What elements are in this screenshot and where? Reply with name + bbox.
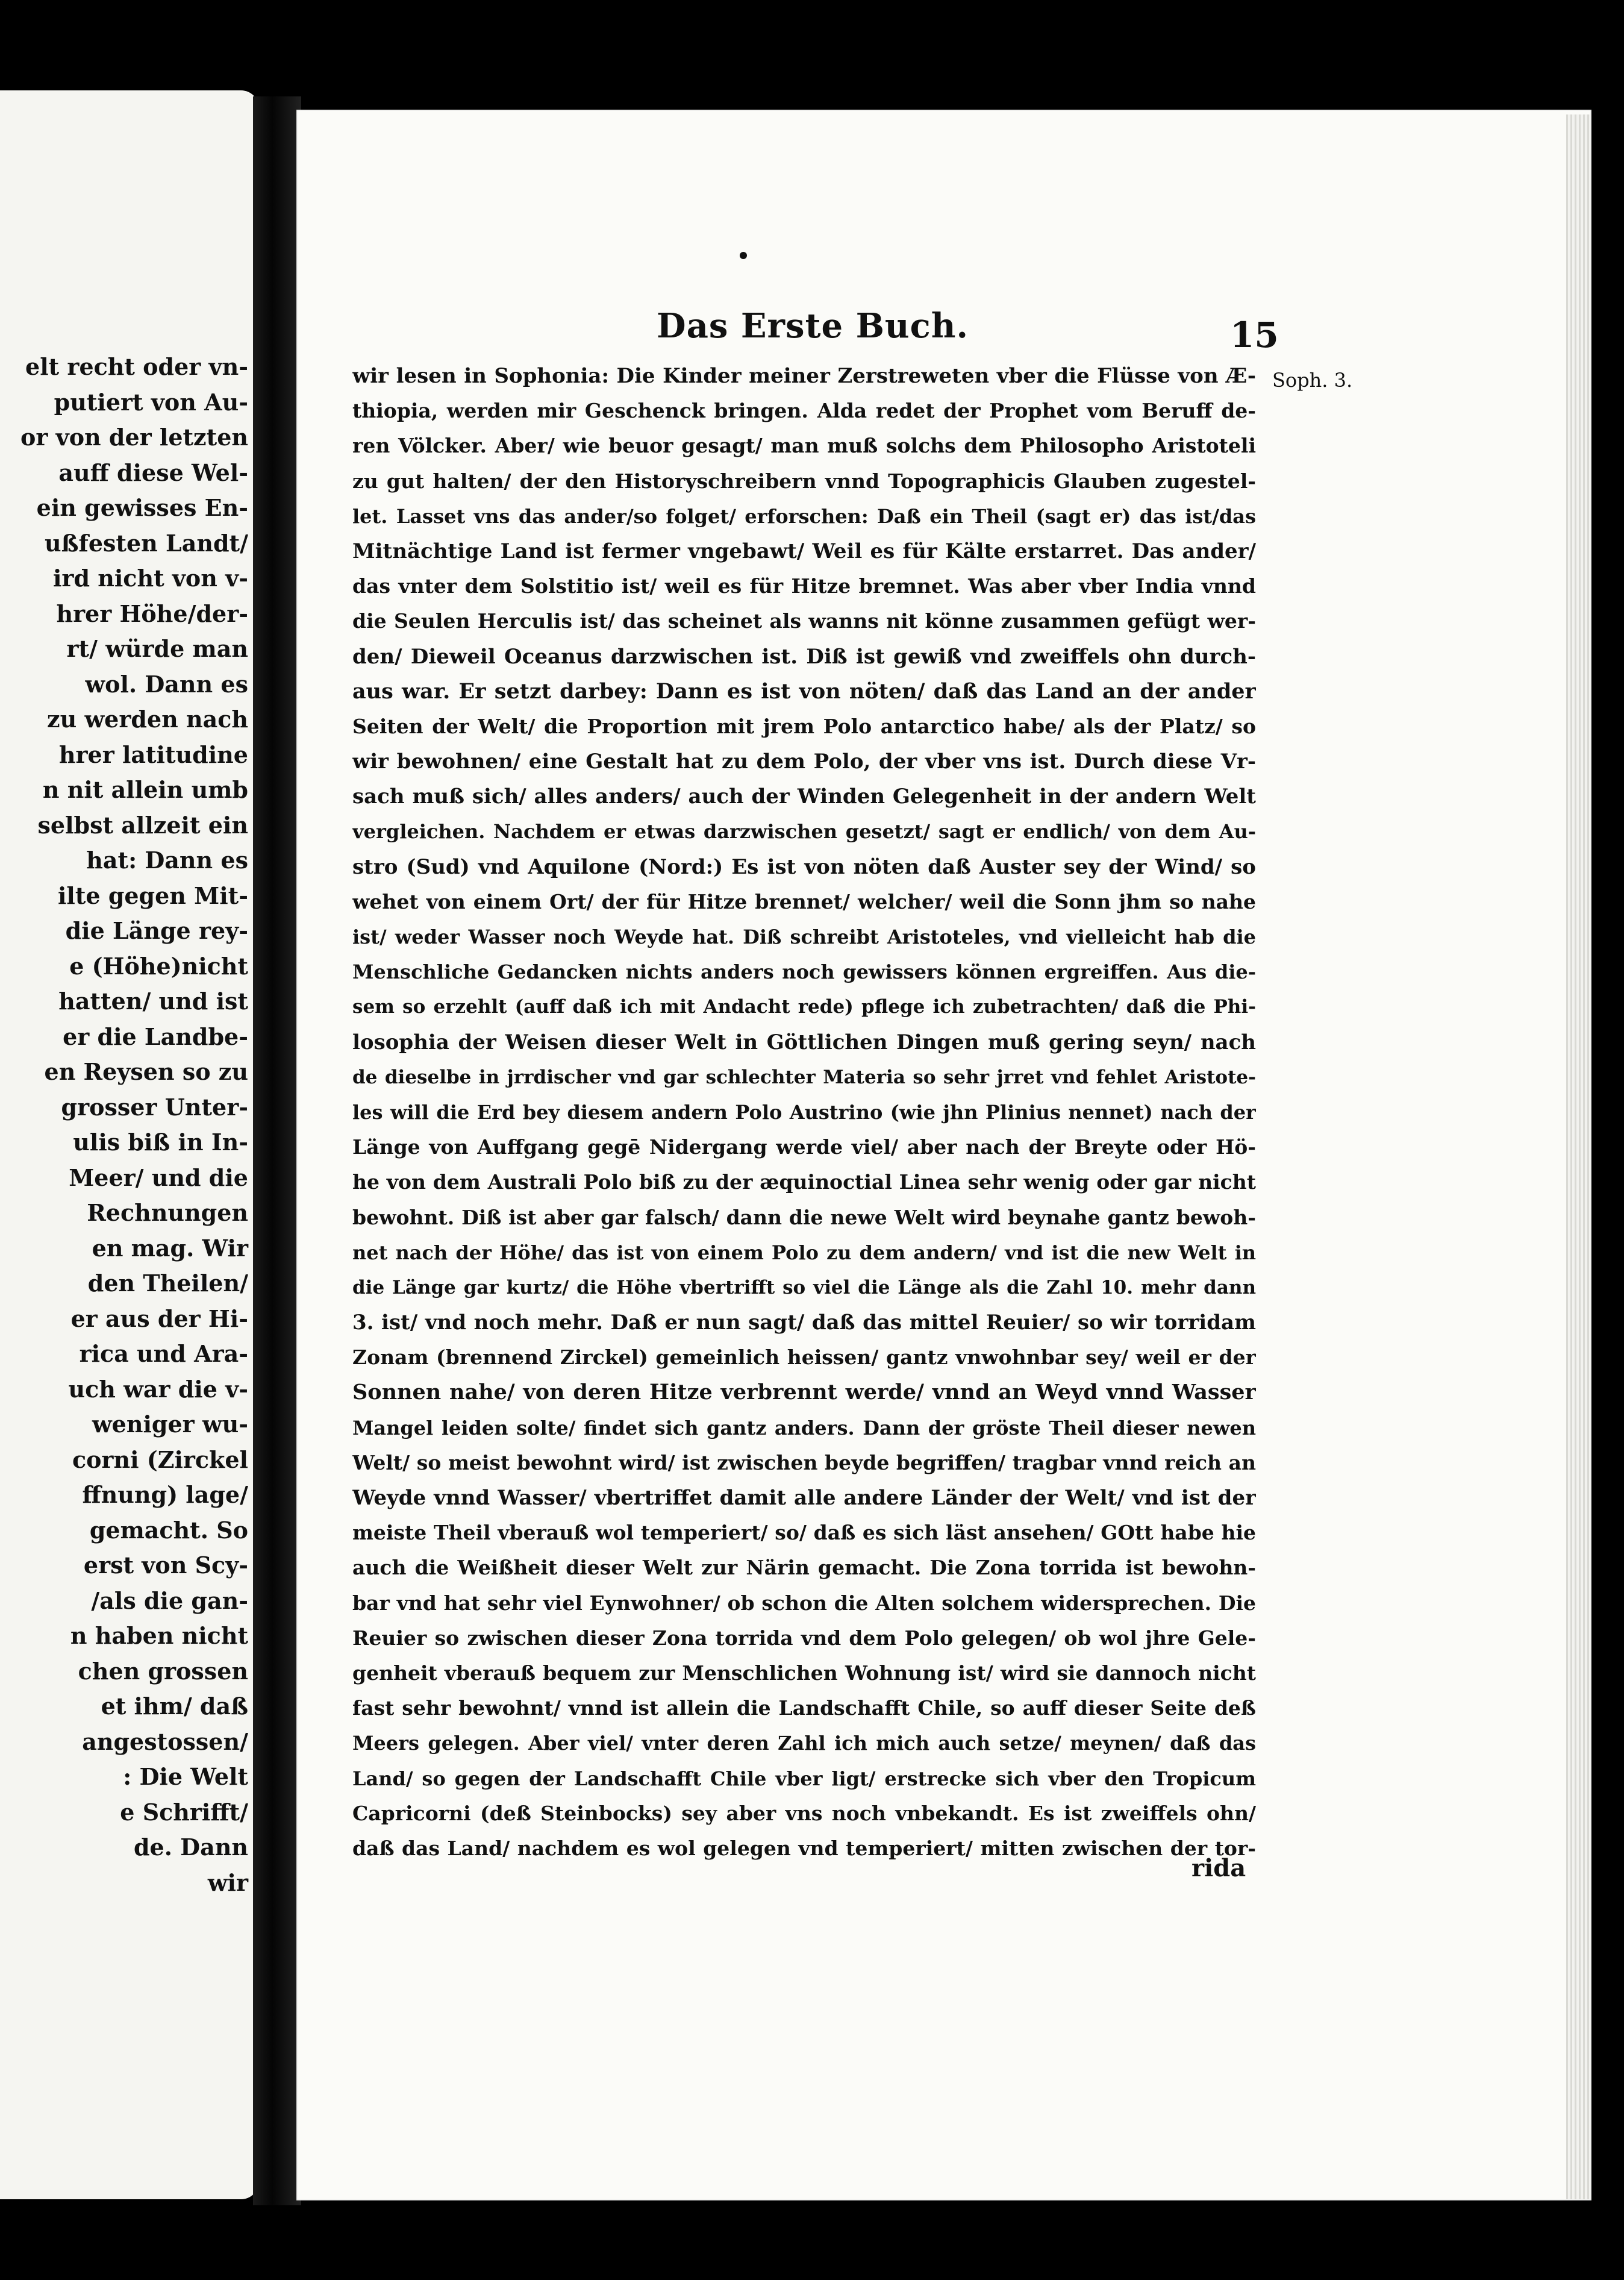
left-page-line: er die Landbe- <box>63 1023 248 1050</box>
left-page-line: hrer latitudine <box>58 741 248 768</box>
body-line: les will die Erd bey diesem andern Polo Austrino (wie jhn Plinius nennet) nach der <box>352 1100 1256 1124</box>
body-line: sem so erzehlt (auff daß ich mit Andacht rede) pflege ich zubetrachten/ daß die Phi- <box>352 996 1256 1018</box>
left-page-line: uch war die v- <box>68 1375 248 1403</box>
body-line: Zonam (brennend Zirckel) gemeinlich heissen/ gantz vnwohnbar sey/ weil er der <box>352 1345 1256 1370</box>
body-line: de dieselbe in jrrdischer vnd gar schlechter Materia so sehr jrret vnd fehlet Aristote- <box>352 1066 1256 1088</box>
body-line: die Seulen Herculis ist/ das scheinet als wanns nit könne zusammen gefügt wer- <box>352 609 1256 633</box>
body-line: Meers gelegen. Aber viel/ vnter deren Zahl ich mich auch setze/ meynen/ daß das <box>352 1732 1256 1755</box>
left-page-line: Meer/ und die <box>69 1163 248 1191</box>
left-page-line: hatten/ und ist <box>58 988 248 1015</box>
body-line: Länge von Auffgang gegē Nidergang werde viel/ aber nach der Breyte oder Hö- <box>352 1135 1256 1159</box>
left-page-line: ein gewisses En- <box>36 494 248 521</box>
left-page-line: wir <box>207 1868 248 1896</box>
body-line: stro (Sud) vnd Aquilone (Nord:) Es ist von nöten daß Auster sey der Wind/ so <box>352 854 1256 879</box>
left-page-line: ffnung) lage/ <box>82 1481 248 1508</box>
left-page-line: de. Dann <box>133 1834 248 1861</box>
body-line: net nach der Höhe/ das ist von einem Polo zu dem andern/ vnd ist die new Welt in <box>352 1241 1256 1264</box>
left-page-line: rt/ würde man <box>66 635 248 662</box>
left-page-line: gemacht. So <box>89 1516 248 1544</box>
body-line: Capricorni (deß Steinbocks) sey aber vns noch vnbekandt. Es ist zweiffels ohn/ <box>352 1801 1256 1825</box>
left-page-line: en Reysen so zu <box>44 1058 248 1085</box>
running-head: Das Erste Buch. <box>657 306 969 346</box>
body-line: bar vnd hat sehr viel Eynwohner/ ob schon die Alten solchem widersprechen. Die <box>352 1591 1256 1615</box>
page-number: 15 <box>1230 315 1279 355</box>
body-line: Reuier so zwischen dieser Zona torrida vnd dem Polo gelegen/ ob wol jhre Gele- <box>352 1626 1256 1650</box>
body-line: losophia der Weisen dieser Welt in Göttlichen Dingen muß gering seyn/ nach <box>352 1030 1256 1054</box>
catchword: rida <box>1191 1854 1246 1882</box>
left-page-line: or von der letzten <box>20 424 248 451</box>
body-line: bewohnt. Diß ist aber gar falsch/ dann die newe Welt wird beynahe gantz bewoh- <box>352 1205 1256 1229</box>
body-line: ren Völcker. Aber/ wie beuor gesagt/ man muß solchs dem Philosopho Aristoteli <box>352 434 1256 458</box>
left-page-line: er aus der Hi- <box>70 1304 248 1332</box>
left-page-line: e (Höhe)nicht <box>69 952 248 980</box>
left-page-line: ußfesten Landt/ <box>45 529 248 557</box>
body-line: die Länge gar kurtz/ die Höhe vbertrifft so viel die Länge als die Zahl 10. mehr dann <box>352 1276 1256 1298</box>
left-page-line: /als die gan- <box>91 1586 248 1614</box>
left-page-line: rica und Ara- <box>79 1340 248 1367</box>
body-line: das vnter dem Solstitio ist/ weil es für Hitze bremnet. Was aber vber India vnnd <box>352 574 1256 598</box>
body-line: genheit vberauß bequem zur Menschlichen Wohnung ist/ wird sie dannoch nicht <box>352 1661 1256 1685</box>
left-page-line: erst von Scy- <box>83 1552 248 1579</box>
body-line: fast sehr bewohnt/ vnnd ist allein die Landschafft Chile, so auff dieser Seite deß <box>352 1696 1256 1720</box>
body-line: auch die Weißheit dieser Welt zur Närin gemacht. Die Zona torrida ist bewohn- <box>352 1556 1256 1580</box>
body-line: wehet von einem Ort/ der für Hitze brennet/ welcher/ weil die Sonn jhm so nahe <box>352 889 1256 913</box>
left-page-line: corni (Zirckel <box>72 1445 248 1473</box>
left-page-line: n nit allein umb <box>42 776 248 803</box>
body-line: thiopia, werden mir Geschenck bringen. Alda redet der Prophet vom Beruff de- <box>352 399 1256 423</box>
ink-dot <box>740 252 747 259</box>
body-line: Menschliche Gedancken nichts anders noch gewissers können ergreiffen. Aus die- <box>352 960 1256 984</box>
body-line: aus war. Er setzt darbey: Dann es ist von nöten/ daß das Land an der ander <box>352 678 1256 704</box>
page-edge <box>1566 114 1590 2199</box>
margin-note: Soph. 3. <box>1272 369 1353 392</box>
body-line: let. Lasset vns das ander/so folget/ erforschen: Daß ein Theil (sagt er) das ist/das <box>352 504 1256 528</box>
left-page-line: putiert von Au- <box>54 388 248 416</box>
body-line: den/ Dieweil Oceanus darzwischen ist. Diß ist gewiß vnd zweiffels ohn durch- <box>352 644 1256 669</box>
left-page-line: ird nicht von v- <box>52 565 248 592</box>
book-gutter <box>253 96 301 2205</box>
body-line: daß das Land/ nachdem es wol gelegen vnd temperiert/ mitten zwischen der tor- <box>352 1836 1256 1860</box>
body-line: ist/ weder Wasser noch Weyde hat. Diß schreibt Aristoteles, vnd vielleicht hab die <box>352 925 1256 948</box>
body-line: he von dem Australi Polo biß zu der æquinoctial Linea sehr wenig oder gar nicht <box>352 1170 1256 1194</box>
left-page-line: n haben nicht <box>70 1622 248 1649</box>
left-page-line: selbst allzeit ein <box>37 811 248 839</box>
body-text <box>352 359 1256 1866</box>
body-line: Seiten der Welt/ die Proportion mit jrem Polo antarctico habe/ als der Platz/ so <box>352 714 1256 738</box>
body-line: Mitnächtige Land ist fermer vngebawt/ Weil es für Kälte erstarret. Das ander/ <box>352 539 1256 563</box>
left-page-text <box>0 349 248 1900</box>
left-page-line: hrer Höhe/der- <box>56 600 248 627</box>
left-page-line: den Theilen/ <box>87 1270 248 1297</box>
left-page-line: et ihm/ daß <box>101 1693 248 1720</box>
left-page-line: auff diese Wel- <box>58 459 248 486</box>
left-page-line: e Schrifft/ <box>120 1798 248 1826</box>
left-page-line: Rechnungen <box>87 1199 248 1226</box>
left-page-line: en mag. Wir <box>92 1234 248 1262</box>
left-page-line: ilte gegen Mit- <box>57 882 248 909</box>
body-line: Mangel leiden solte/ findet sich gantz anders. Dann der gröste Theil dieser newen <box>352 1416 1256 1439</box>
body-line: Land/ so gegen der Landschafft Chile vber ligt/ erstrecke sich vber den Tropicum <box>352 1767 1256 1790</box>
left-page-line: zu werden nach <box>47 706 248 733</box>
left-page-line: angestossen/ <box>82 1727 248 1755</box>
left-page-line: : Die Welt <box>123 1763 248 1790</box>
body-line: sach muß sich/ alles anders/ auch der Winden Gelegenheit in der andern Welt <box>352 785 1256 809</box>
body-line: wir bewohnen/ eine Gestalt hat zu dem Polo, der vber vns ist. Durch diese Vr- <box>352 750 1256 774</box>
left-page-line: die Länge rey- <box>65 917 248 944</box>
body-line: Weyde vnnd Wasser/ vbertriffet damit alle andere Länder der Welt/ vnd ist der <box>352 1486 1256 1510</box>
left-page-line: weniger wu- <box>92 1411 248 1438</box>
body-line: meiste Theil vberauß wol temperiert/ so/ daß es sich läst ansehen/ GOtt habe hie <box>352 1521 1256 1545</box>
left-page-line: hat: Dann es <box>86 847 248 874</box>
left-page-line: elt recht oder vn- <box>25 353 248 380</box>
left-page-line: chen grossen <box>78 1657 248 1685</box>
body-line: zu gut halten/ der den Historyschreibern vnnd Topographicis Glauben zugestel- <box>352 469 1256 493</box>
body-line: Sonnen nahe/ von deren Hitze verbrennt werde/ vnnd an Weyd vnnd Wasser <box>352 1380 1256 1405</box>
left-page-line: grosser Unter- <box>61 1093 248 1121</box>
left-page <box>0 90 259 2199</box>
body-line: 3. ist/ vnd noch mehr. Daß er nun sagt/ daß das mittel Reuier/ so wir torridam <box>352 1311 1256 1335</box>
left-page-line: wol. Dann es <box>85 670 248 698</box>
left-page-line: ulis biß in In- <box>73 1129 248 1156</box>
body-line: wir lesen in Sophonia: Die Kinder meiner Zerstreweten vber die Flüsse von Æ- <box>352 364 1256 388</box>
body-line: vergleichen. Nachdem er etwas darzwischen gesetzt/ sagt er endlich/ von dem Au- <box>352 820 1256 844</box>
body-line: Welt/ so meist bewohnt wird/ ist zwischen beyde begriffen/ tragbar vnnd reich an <box>352 1450 1256 1474</box>
